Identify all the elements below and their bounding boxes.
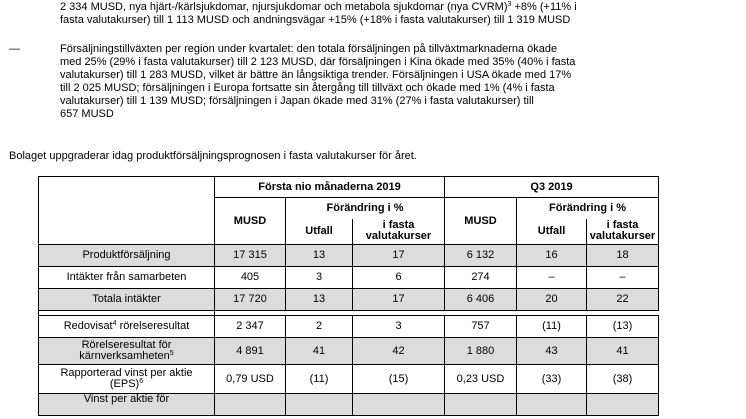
text-span: +8% (+11% i [511, 1, 577, 13]
cell: – [517, 267, 587, 289]
header-line: i fasta [606, 219, 639, 232]
change-header: Förändring i % [517, 198, 659, 219]
cell [215, 394, 286, 416]
cell: 17 [353, 245, 445, 267]
paragraph-line [60, 2, 577, 13]
bullet-line: 657 MUSD [60, 108, 114, 120]
label-text: kärnverksamheten [79, 350, 170, 362]
header-line: valutakurser [365, 230, 432, 243]
label-text: (EPS) [109, 378, 140, 390]
bullet-line: valutakurser) till 1 139 MUSD; försäljningen i Japan ökade med 31% (27% i fasta valutakurser) till [60, 95, 534, 107]
row-label: Produktförsäljning [39, 245, 215, 267]
text-span: 2 334 MUSD, nya hjärt-/kärlsjukdomar, njursjukdomar och metabola sjukdomar (nya CVRM) [60, 1, 508, 13]
cell: 6 406 [445, 289, 517, 311]
cell: 42 [353, 338, 445, 365]
bullet-line: valutakurser) till 1 283 MUSD, vilket är bättre än långsiktiga trender. Försäljningen i USA ökade med 17% [60, 69, 572, 81]
cell: 274 [445, 267, 517, 289]
row-label: Intäkter från samarbeten [39, 267, 215, 289]
cell: 2 [286, 316, 353, 338]
table-row [39, 245, 659, 267]
cell: 4 891 [215, 338, 286, 365]
label-text: Rörelseresultat för [81, 339, 172, 351]
footnote-ref: 6 [139, 378, 144, 385]
row-label [39, 316, 215, 338]
bullet-line: Försäljningstillväxten per region under kvartalet: den totala försäljningen på tillväxtmarknaderna ökade [60, 43, 558, 55]
cell: 17 [353, 289, 445, 311]
bullet-line: med 25% (29% i fasta valutakurser) till 2 123 MUSD, där försäljningen i Kina ökade med 35% (40% i fasta [60, 56, 576, 68]
cell: 13 [286, 289, 353, 311]
fixed-fx-header [353, 219, 445, 245]
cell: 16 [517, 245, 587, 267]
row-label: Vinst per aktie för [39, 394, 215, 416]
label-text: Rapporterad vinst per aktie [60, 367, 193, 379]
cell: 0,23 USD [445, 365, 517, 394]
cell: (11) [517, 316, 587, 338]
cell: (15) [353, 365, 445, 394]
label-text: Redovisat [63, 320, 113, 332]
footnote-ref: 5 [169, 350, 174, 357]
paragraph-line: fasta valutakurser) till 1 113 MUSD och andningsvägar +15% (+18% i fasta valutakurser) till 1 319 MUSD [60, 14, 571, 26]
cell: 13 [286, 245, 353, 267]
cell: 18 [587, 245, 659, 267]
period-header-q3: Q3 2019 [445, 177, 659, 198]
table-row [39, 267, 659, 289]
fixed-fx-header [587, 219, 659, 245]
label-text: rörelseresultat [116, 320, 190, 332]
table-row [39, 394, 659, 416]
results-table [38, 176, 659, 416]
header-empty-cell [39, 177, 215, 245]
cell: – [587, 267, 659, 289]
header-line: valutakurser [589, 230, 656, 243]
cell: 6 [353, 267, 445, 289]
intro-text: Bolaget uppgraderar idag produktförsäljningsprognosen i fasta valutakurser för året. [9, 150, 417, 162]
cell: (13) [587, 316, 659, 338]
cell: 3 [286, 267, 353, 289]
cell: 43 [517, 338, 587, 365]
bullet-dash: — [9, 43, 20, 55]
cell: 17 720 [215, 289, 286, 311]
change-header: Förändring i % [286, 198, 445, 219]
row-label [39, 365, 215, 394]
cell: 17 315 [215, 245, 286, 267]
cell: (11) [286, 365, 353, 394]
cell: 20 [517, 289, 587, 311]
cell: 1 880 [445, 338, 517, 365]
cell [587, 394, 659, 416]
cell [353, 394, 445, 416]
cell: (38) [587, 365, 659, 394]
row-label [39, 338, 215, 365]
cell [286, 394, 353, 416]
cell: 0,79 USD [215, 365, 286, 394]
musd-header: MUSD [445, 198, 517, 245]
cell: 757 [445, 316, 517, 338]
table-row [39, 289, 659, 311]
cell: (33) [517, 365, 587, 394]
cell: 3 [353, 316, 445, 338]
cell [517, 394, 587, 416]
cell [445, 394, 517, 416]
bullet-line: till 2 025 MUSD; försäljningen i Europa fortsatte sin återgång till tillväxt och ökade med 1% (4% i fasta [60, 82, 555, 94]
cell: 405 [215, 267, 286, 289]
actual-header: Utfall [286, 219, 353, 245]
footnote-ref: 3 [507, 1, 512, 8]
table-row [39, 365, 659, 394]
cell: 2 347 [215, 316, 286, 338]
row-label: Totala intäkter [39, 289, 215, 311]
period-header-nine-months: Första nio månaderna 2019 [215, 177, 445, 198]
cell: 41 [286, 338, 353, 365]
cell: 41 [587, 338, 659, 365]
header-line: i fasta [382, 219, 415, 232]
table-row [39, 338, 659, 365]
actual-header: Utfall [517, 219, 587, 245]
footnote-ref: 4 [112, 320, 117, 327]
table-row [39, 316, 659, 338]
cell: 6 132 [445, 245, 517, 267]
cell: 22 [587, 289, 659, 311]
musd-header: MUSD [215, 198, 286, 245]
